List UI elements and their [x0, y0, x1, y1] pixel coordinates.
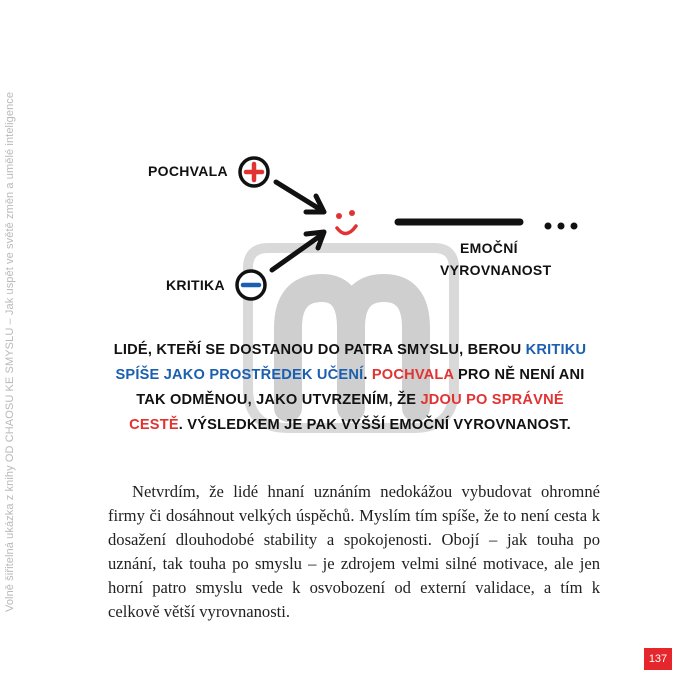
- minus-icon: [237, 271, 265, 299]
- sidebar-copyright-note: Volně šiřitelná ukázka z knihy OD CHAOSU KE SMYSLU – Jak uspět ve světě změn a umělé inteligence: [4, 91, 16, 612]
- body-paragraph: Netvrdím, že lidé hnaní uznáním nedokážou vybudovat ohromné firmy či dosáhnout velkých úspěchů. Myslím tím spíše, že to není cesta k dosažení dlouhodobé stability a spokojenosti. Obojí – jak touha po uznání, tak touha po smyslu – je zdrojem velmi silné motivace, ale jen horní patro smyslu vede k osvobození od externí validace, a tím k celkově větší vyrovnanosti.: [108, 482, 600, 621]
- praise-criticism-diagram: [0, 0, 700, 330]
- diagram-caption: [110, 338, 590, 438]
- caption-highlight-red-2: JDOU PO SPRÁVNÉ CESTĚ: [129, 392, 564, 433]
- criticism-arrow: [272, 232, 324, 270]
- caption-text-3: PRO NĚ NENÍ ANI TAK ODMĚNOU, JAKO UTVRZENÍM, ŽE: [136, 367, 585, 408]
- caption-highlight-blue: KRITIKU SPÍŠE JAKO PROSTŘEDEK UČENÍ: [115, 342, 587, 383]
- caption-highlight-red-1: POCHVALA: [371, 367, 454, 383]
- result-label-line2: VYROVNANOST: [440, 262, 552, 278]
- page-number-badge: 137: [644, 648, 672, 670]
- ellipsis-dots: [545, 223, 578, 230]
- caption-text-1: LIDÉ, KTEŘÍ SE DOSTANOU DO PATRA SMYSLU, BEROU: [113, 342, 526, 358]
- caption-text-4: . VÝSLEDKEM JE PAK VYŠŠÍ EMOČNÍ VYROVNANOST.: [178, 417, 571, 433]
- praise-label: POCHVALA: [148, 163, 228, 179]
- body-text: [108, 480, 600, 624]
- smiley-icon: [336, 210, 356, 234]
- result-label-line1: EMOČNÍ: [460, 240, 518, 256]
- praise-arrow: [276, 182, 324, 212]
- criticism-label: KRITIKA: [166, 277, 225, 293]
- caption-text-2: .: [363, 367, 372, 383]
- plus-icon: [240, 158, 268, 186]
